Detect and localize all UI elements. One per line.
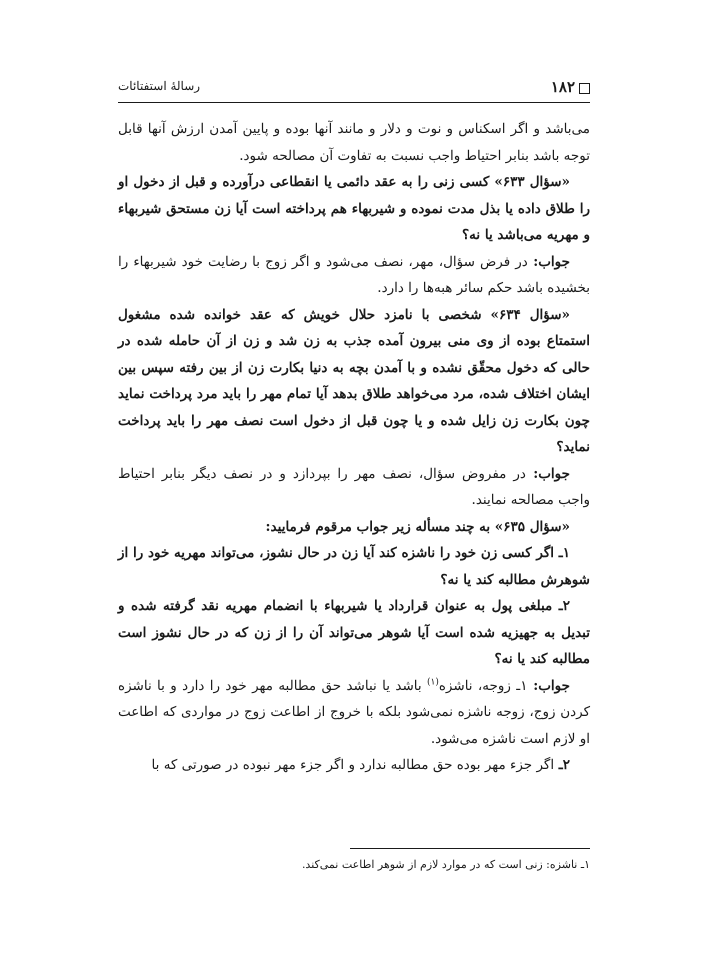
header-divider <box>118 102 590 103</box>
answer-633 <box>118 249 590 302</box>
body-text <box>118 116 590 779</box>
answer-label: جواب: <box>527 677 570 694</box>
question-635-item-2: ۲ـ مبلغی پول به عنوان قرارداد یا شیربهاء با انضمام مهریه نقد گرفته شده و تبدیل به جهیزیه شده است آیا شوهر می‌تواند آن را از زن که در حال نشوز است مطالبه کند یا نه؟ <box>118 598 590 667</box>
question-633 <box>118 169 590 249</box>
paragraph-continuation: می‌باشد و اگر اسکناس و نوت و دلار و مانند آنها بوده و پایین آمدن ارزش آنها قابل توجه باشد بنابر احتیاط واجب نسبت به تفاوت آن مصالحه شود. <box>118 121 590 164</box>
footnote-ref[interactable]: (۱) <box>426 677 439 687</box>
answer-label: جواب: <box>527 253 570 270</box>
page-header <box>118 76 590 100</box>
question-text: به چند مسأله زیر جواب مرقوم فرمایید: <box>265 518 491 535</box>
question-635 <box>118 514 590 541</box>
footnote-divider <box>350 848 590 849</box>
answer-635-item-1: جواب: ۱ـ زوجه، ناشزه$^{(۱)}$ باشد یا نباشد حق مطالبه مهر خود را دارد و با ناشزه کردن زوج، زوجه ناشزه نمی‌شود بلکه با خروج از اطاعت زوج در مواردی که اطاعت او لازم است ناشزه می‌شود. <box>118 677 590 747</box>
question-text: کسی زنی را به عقد دائمی یا انقطاعی درآورده و قبل از دخول او را طلاق داده یا بذل مدت نموده و شیربهاء هم پرداخته است آیا زن مستحق شیربهاء و مهریه می‌باشد یا نه؟ <box>118 174 590 243</box>
running-title: رسالهٔ استفتائات <box>118 79 201 93</box>
question-label: «سؤال ۶۳۴» <box>481 306 570 323</box>
answer-text: در مفروض سؤال، نصف مهر را بپردازد و در نصف دیگر بنابر احتیاط واجب مصالحه نمایند. <box>118 465 590 508</box>
question-text: شخصی با نامزد حلال خویش که عقد خوانده شده مشغول استمتاع بوده از وی منی بیرون آمده جذب به زن شد و زن از آن حامله شده در حالی که دخول محقّق نشده و با آمدن بچه به دنیا بکارت زن از بین رفته سپس بین ایشان اختلاف شده، مرد می‌خواهد طلاق بدهد آیا تمام مهر را باید مرد پرداخت نماید چون بکارت زن زایل شده و یا چون قبل از دخول است نصف مهر را باید پرداخت نماید؟ <box>118 306 590 455</box>
answer-label: جواب: <box>525 465 570 482</box>
question-label: «سؤال ۶۳۳» <box>489 174 570 190</box>
answer-635-item-2: ۲ـ اگر جزء مهر بوده حق مطالبه ندارد و اگر جزء مهر نبوده در صورتی که با <box>151 757 570 773</box>
question-635-item-1: ۱ـ اگر کسی زن خود را ناشزه کند آیا زن در حال نشوز، می‌تواند مهریه خود را از شوهرش مطالبه کند یا نه؟ <box>118 545 590 588</box>
answer-text: در فرض سؤال، مهر، نصف می‌شود و اگر زوج با رضایت خود شیربهاء را بخشیده باشد حکم سائر هبه‌ها را دارد. <box>118 253 590 296</box>
square-bullet-icon <box>579 83 590 94</box>
answer-634 <box>118 461 590 514</box>
question-label: «سؤال ۶۳۵» <box>490 518 570 535</box>
page-number: ۱۸۲ <box>551 78 590 96</box>
question-634 <box>118 302 590 461</box>
footnote: ۱ـ ناشزه: زنی است که در موارد لازم از شوهر اطاعت نمی‌کند. <box>301 858 590 871</box>
